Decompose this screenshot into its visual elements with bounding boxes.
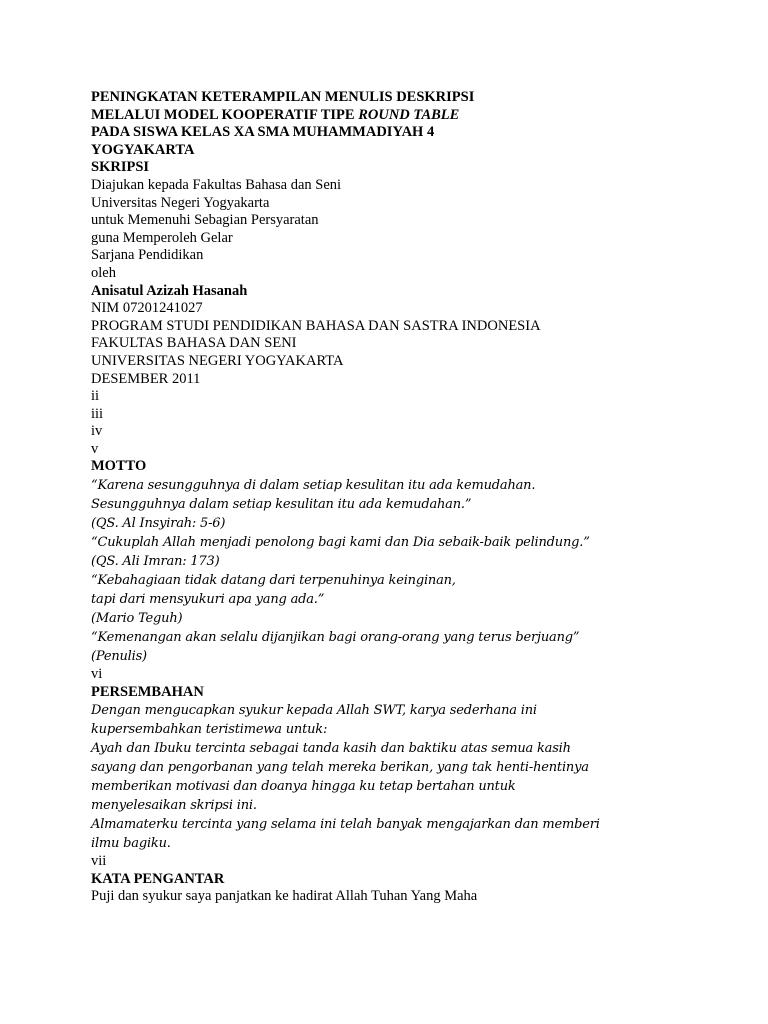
title-line: PADA SISWA KELAS XA SMA MUHAMMADIYAH 4 — [91, 124, 435, 141]
kata-pengantar-line: Puji dan syukur saya panjatkan ke hadirat Allah Tuhan Yang Maha — [91, 888, 478, 905]
persembahan-line: Ayah dan Ibuku tercinta sebagai tanda kasih dan baktiku atas semua kasih — [91, 741, 571, 757]
motto-line: Sesungguhnya dalam setiap kesulitan itu ada kemudahan.” — [91, 497, 472, 513]
skripsi-line: Diajukan kepada Fakultas Bahasa dan Seni — [91, 176, 342, 193]
motto-line: (Penulis) — [91, 649, 147, 665]
page-number: ii — [91, 388, 100, 405]
motto-line: tapi dari mensyukuri apa yang ada.” — [91, 592, 325, 608]
skripsi-heading: SKRIPSI — [91, 159, 150, 176]
document-text — [91, 89, 731, 906]
institution-line: UNIVERSITAS NEGERI YOGYAKARTA — [91, 352, 344, 369]
page-number: iv — [91, 423, 103, 440]
persembahan-line: memberikan motivasi dan doanya hingga ku tetap bertahan untuk — [91, 779, 516, 795]
skripsi-line: guna Memperoleh Gelar — [91, 229, 233, 246]
page-number: iii — [91, 405, 104, 422]
persembahan-line: kupersembahkan teristimewa untuk: — [91, 722, 328, 738]
motto-heading: MOTTO — [91, 458, 147, 475]
motto-line: (QS. Al Insyirah: 5-6) — [91, 516, 226, 532]
title-line — [91, 107, 731, 125]
skripsi-line: Sarjana Pendidikan — [91, 247, 204, 264]
motto-line: (Mario Teguh) — [91, 611, 183, 627]
motto-line: “Karena sesungguhnya di dalam setiap kesulitan itu ada kemudahan. — [91, 478, 536, 494]
author-name: Anisatul Azizah Hasanah — [91, 282, 248, 299]
persembahan-line: menyelesaikan skripsi ini. — [91, 798, 257, 814]
motto-line: “Cukuplah Allah menjadi penolong bagi kami dan Dia sebaik-baik pelindung.” — [91, 535, 590, 551]
skripsi-line: untuk Memenuhi Sebagian Persyaratan — [91, 212, 319, 229]
date-line: DESEMBER 2011 — [91, 370, 201, 387]
persembahan-heading: PERSEMBAHAN — [91, 683, 204, 700]
motto-line: “Kebahagiaan tidak datang dari terpenuhinya keinginan, — [91, 573, 456, 589]
page-number: vi — [91, 666, 103, 683]
title-line-italic: ROUND TABLE — [358, 106, 460, 123]
institution-line: PROGRAM STUDI PENDIDIKAN BAHASA DAN SASTRA INDONESIA — [91, 317, 541, 334]
title-line: YOGYAKARTA — [91, 141, 195, 158]
page-number: v — [91, 440, 99, 457]
skripsi-line: oleh — [91, 264, 116, 281]
page-number: vii — [91, 853, 107, 870]
persembahan-line: ilmu bagiku. — [91, 836, 171, 852]
title-line: PENINGKATAN KETERAMPILAN MENULIS DESKRIPSI — [91, 89, 475, 105]
student-id: NIM 07201241027 — [91, 300, 203, 317]
persembahan-line: Almamaterku tercinta yang selama ini telah banyak mengajarkan dan memberi — [91, 817, 600, 833]
kata-pengantar-heading: KATA PENGANTAR — [91, 870, 225, 887]
institution-line: FAKULTAS BAHASA DAN SENI — [91, 335, 297, 352]
motto-line: (QS. Ali Imran: 173) — [91, 554, 220, 570]
persembahan-line: Dengan mengucapkan syukur kepada Allah SWT, karya sederhana ini — [91, 703, 537, 719]
motto-line: “Kemenangan akan selalu dijanjikan bagi orang-orang yang terus berjuang” — [91, 630, 580, 646]
persembahan-line: sayang dan pengorbanan yang telah mereka berikan, yang tak henti-hentinya — [91, 760, 589, 776]
skripsi-line: Universitas Negeri Yogyakarta — [91, 194, 270, 211]
title-line-prefix: MELALUI MODEL KOOPERATIF TIPE — [91, 106, 359, 123]
